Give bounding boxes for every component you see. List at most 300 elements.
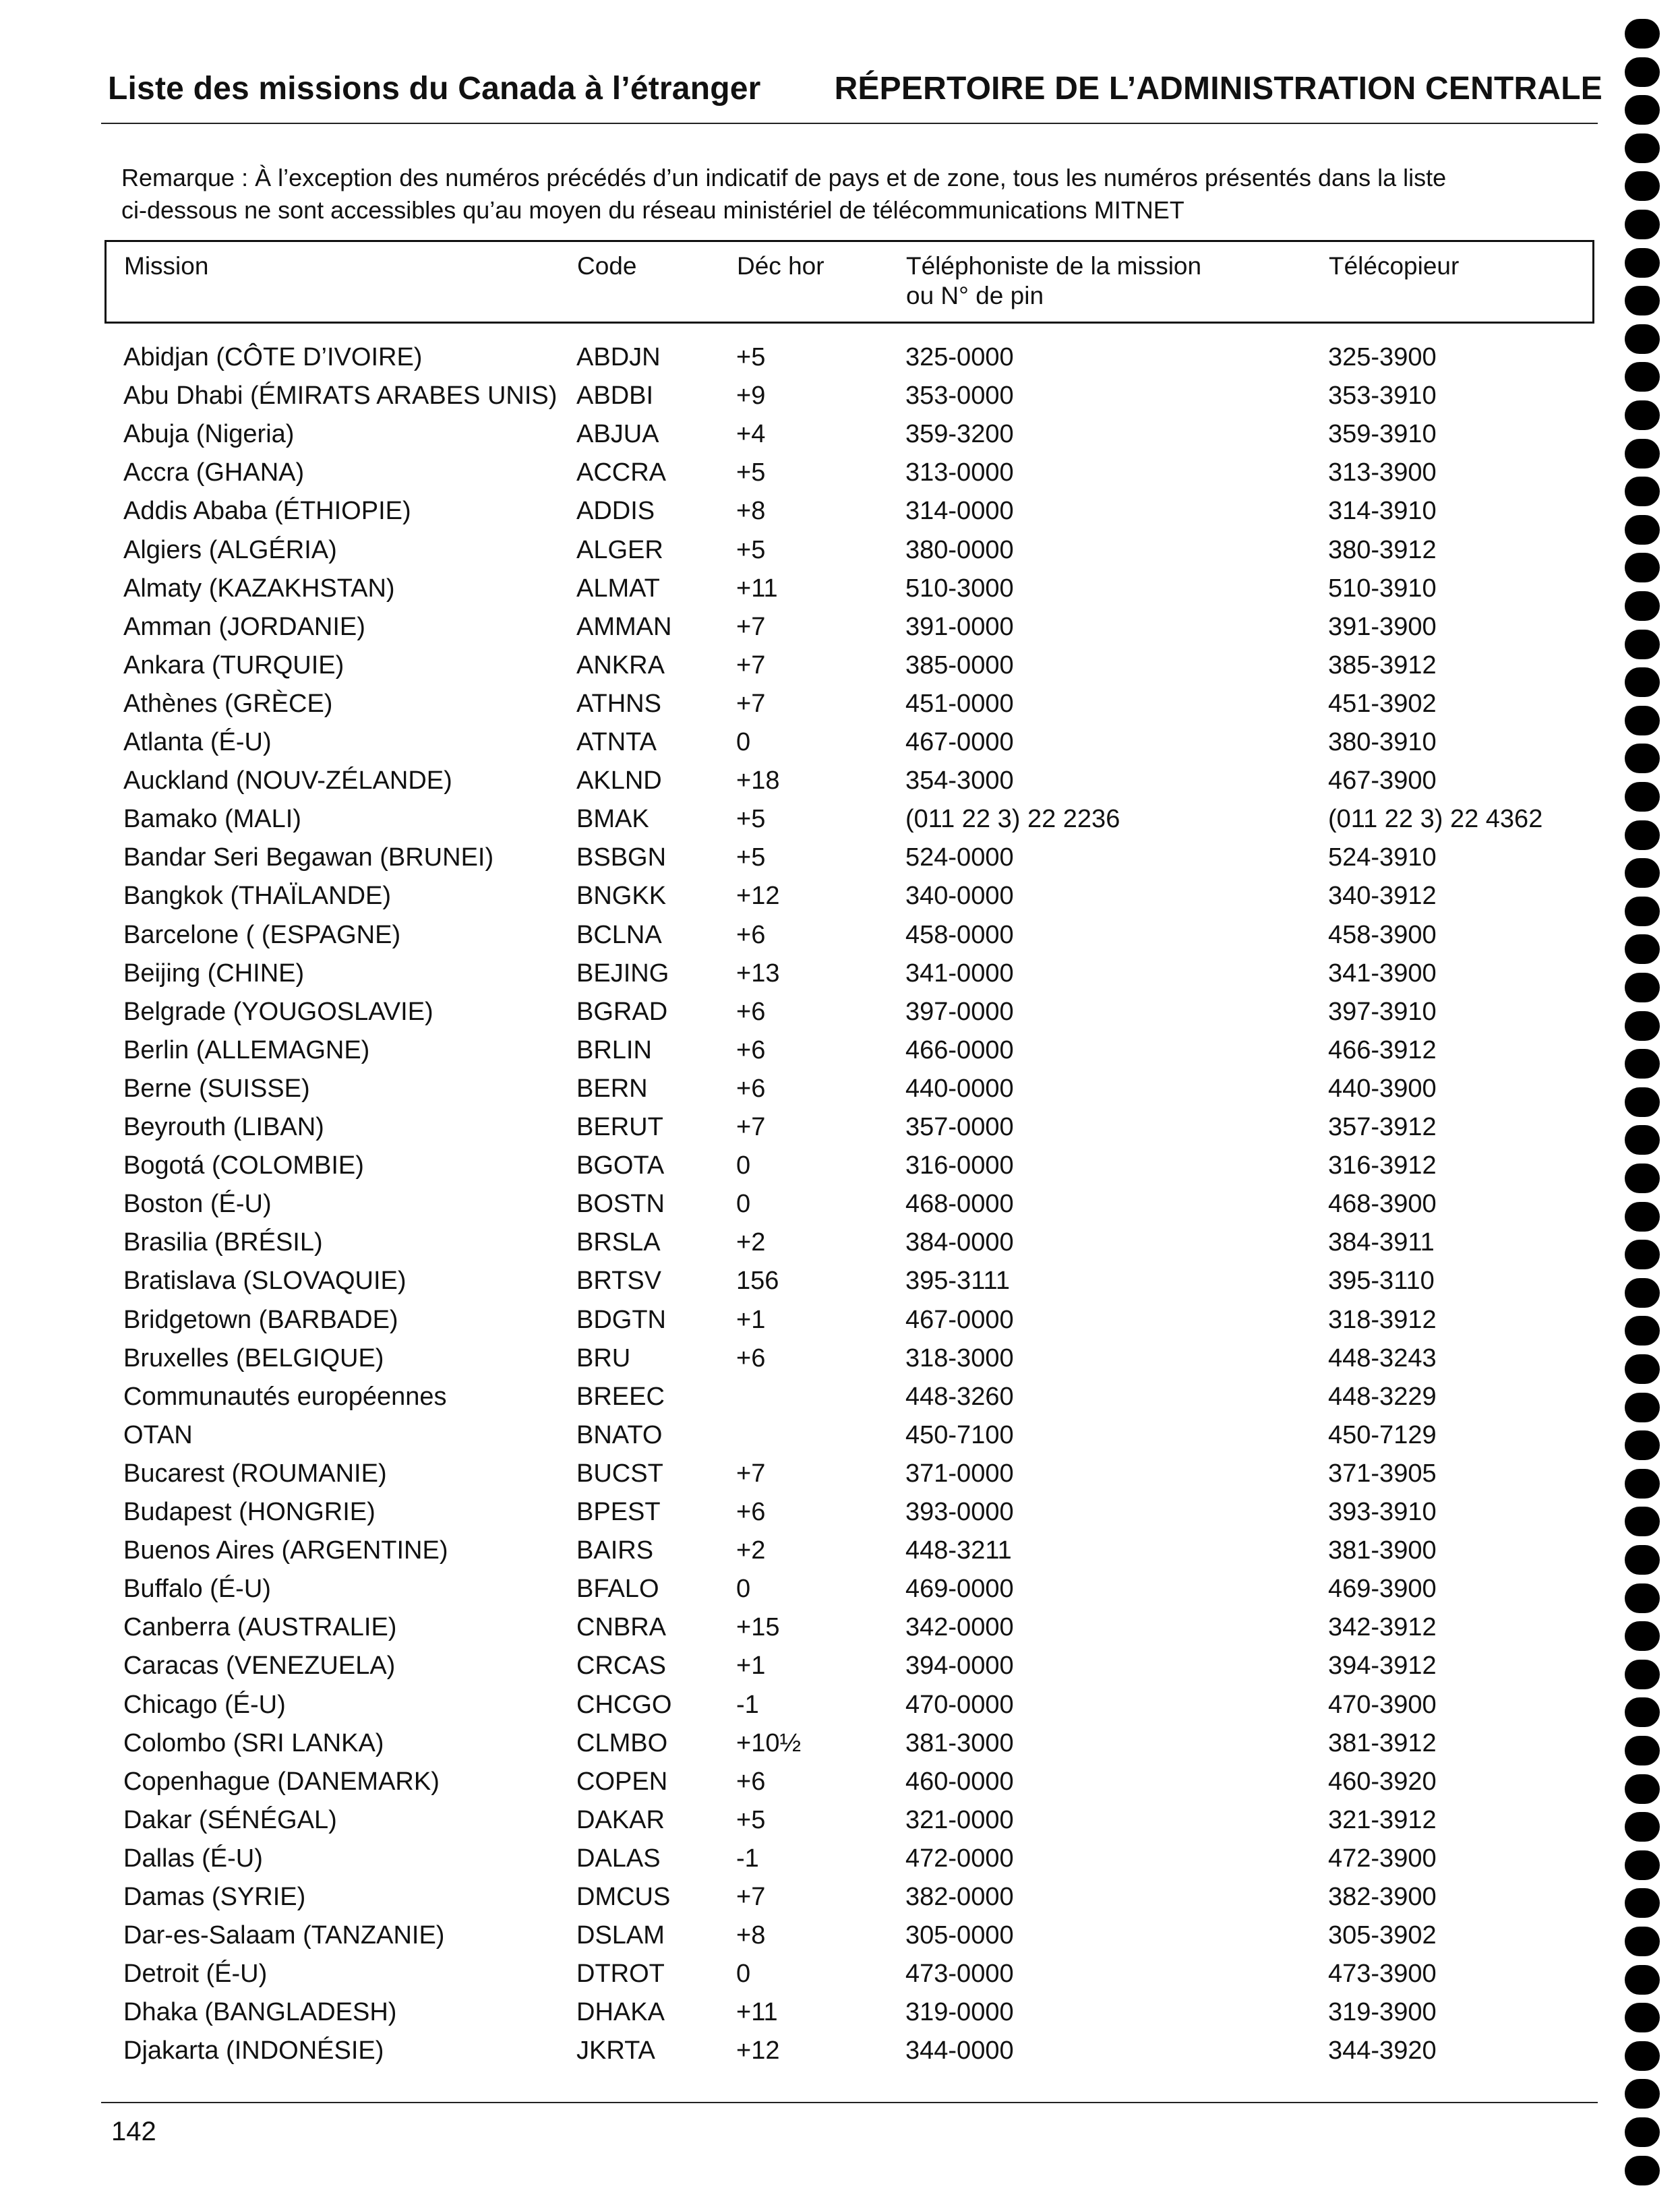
cell-telephoniste: 470-0000 (905, 1690, 1014, 1719)
cell-code: BRTSV (576, 1267, 662, 1296)
table-header (104, 240, 1594, 324)
cell-telephoniste: 458-0000 (905, 920, 1014, 949)
cell-telephoniste: 319-0000 (905, 1998, 1014, 2027)
binder-hole (1625, 1545, 1660, 1575)
cell-code: BREEC (576, 1382, 665, 1411)
cell-telephoniste: 467-0000 (905, 1305, 1014, 1334)
cell-code: ADDIS (576, 497, 655, 526)
cell-mission: Dar-es-Salaam (TANZANIE) (123, 1921, 445, 1950)
table-row (0, 454, 1680, 491)
table-row (0, 1955, 1680, 1993)
cell-dec-hor: +9 (736, 382, 766, 411)
cell-telecopieur: 448-3229 (1328, 1382, 1437, 1411)
cell-dec-hor: +2 (736, 1536, 766, 1565)
binder-hole (1625, 286, 1660, 315)
cell-mission: Almaty (KAZAKHSTAN) (123, 574, 395, 603)
cell-code: BRLIN (576, 1035, 652, 1064)
cell-telephoniste: 468-0000 (905, 1190, 1014, 1219)
cell-mission: Caracas (VENEZUELA) (123, 1652, 396, 1681)
cell-code: CRCAS (576, 1652, 667, 1681)
cell-mission: Bamako (MALI) (123, 805, 301, 834)
table-row (0, 1108, 1680, 1146)
cell-code: DALAS (576, 1844, 661, 1873)
cell-telephoniste: 318-3000 (905, 1343, 1014, 1372)
table-row (0, 1763, 1680, 1801)
cell-telecopieur: 344-3920 (1328, 2036, 1437, 2065)
cell-telephoniste: 524-0000 (905, 843, 1014, 872)
binder-hole (1625, 1316, 1660, 1346)
cell-mission: Dhaka (BANGLADESH) (123, 1998, 397, 2027)
cell-telecopieur: 393-3910 (1328, 1498, 1437, 1526)
cell-telephoniste: 385-0000 (905, 651, 1014, 679)
cell-code: ALMAT (576, 574, 660, 603)
cell-telecopieur: 318-3912 (1328, 1305, 1437, 1334)
cell-mission: Djakarta (INDONÉSIE) (123, 2036, 384, 2065)
cell-telephoniste: 450-7100 (905, 1420, 1014, 1449)
cell-telecopieur: 466-3912 (1328, 1035, 1437, 1064)
note-line-2: ci-dessous ne sont accessibles qu’au moyen du réseau ministériel de télécommunications MITNET (121, 196, 1184, 224)
cell-code: COPEN (576, 1767, 668, 1796)
cell-dec-hor: 0 (736, 1960, 751, 1989)
cell-mission: Buenos Aires (ARGENTINE) (123, 1536, 448, 1565)
cell-code: BMAK (576, 805, 649, 834)
cell-telephoniste: 466-0000 (905, 1035, 1014, 1064)
cell-mission: Auckland (NOUV-ZÉLANDE) (123, 766, 452, 795)
binder-hole (1625, 515, 1660, 545)
cell-telecopieur: 380-3910 (1328, 728, 1437, 756)
cell-dec-hor: 0 (736, 1151, 751, 1180)
cell-code: ALGER (576, 535, 663, 564)
cell-telephoniste: 440-0000 (905, 1074, 1014, 1103)
cell-dec-hor: 0 (736, 728, 751, 756)
table-row (0, 1801, 1680, 1839)
cell-mission: Belgrade (YOUGOSLAVIE) (123, 997, 433, 1026)
binder-hole (1625, 1011, 1660, 1041)
binder-hole (1625, 667, 1660, 697)
table-row (0, 1878, 1680, 1916)
binder-hole (1625, 1125, 1660, 1155)
cell-mission: Ankara (TURQUIE) (123, 651, 344, 679)
cell-telephoniste: 397-0000 (905, 997, 1014, 1026)
cell-dec-hor: +18 (736, 766, 780, 795)
table-row (0, 993, 1680, 1031)
binder-hole (1625, 1393, 1660, 1422)
cell-mission: Dakar (SÉNÉGAL) (123, 1805, 337, 1834)
cell-telecopieur: 342-3912 (1328, 1613, 1437, 1642)
table-row (0, 762, 1680, 799)
cell-mission: Amman (JORDANIE) (123, 612, 365, 641)
header-dec-hor: Déc hor (737, 252, 824, 280)
cell-telecopieur: 321-3912 (1328, 1805, 1437, 1834)
cell-telecopieur: 460-3920 (1328, 1767, 1437, 1796)
cell-telecopieur: 371-3905 (1328, 1459, 1437, 1488)
cell-dec-hor: +6 (736, 1767, 766, 1796)
table-row (0, 723, 1680, 761)
table-row (0, 1455, 1680, 1492)
cell-dec-hor: +7 (736, 689, 766, 718)
binder-hole (1625, 630, 1660, 659)
cell-dec-hor: +6 (736, 1498, 766, 1526)
cell-dec-hor: +10½ (736, 1728, 802, 1757)
cell-dec-hor: +11 (736, 1998, 778, 2027)
cell-dec-hor: +8 (736, 1921, 766, 1950)
binder-hole (1625, 2117, 1660, 2147)
binder-hole (1625, 1774, 1660, 1804)
cell-telecopieur: 340-3912 (1328, 882, 1437, 911)
cell-code: BDGTN (576, 1305, 666, 1334)
cell-telephoniste: 340-0000 (905, 882, 1014, 911)
cell-dec-hor: +6 (736, 1074, 766, 1103)
table-row (0, 1378, 1680, 1416)
header-telecopieur: Télécopieur (1329, 252, 1460, 280)
binder-hole (1625, 744, 1660, 773)
cell-mission: Abuja (Nigeria) (123, 420, 295, 449)
cell-mission: Accra (GHANA) (123, 458, 305, 487)
cell-telephoniste: 354-3000 (905, 766, 1014, 795)
table-row (0, 570, 1680, 607)
cell-mission: Bangkok (THAÏLANDE) (123, 882, 392, 911)
cell-telecopieur: 440-3900 (1328, 1074, 1437, 1103)
cell-mission: Berlin (ALLEMAGNE) (123, 1035, 370, 1064)
binder-hole (1625, 1087, 1660, 1117)
binder-hole (1625, 477, 1660, 506)
header-tel-line-2: ou N° de pin (906, 282, 1044, 309)
table-row (0, 608, 1680, 646)
header-mission: Mission (124, 252, 209, 280)
table-row (0, 839, 1680, 876)
cell-dec-hor: -1 (736, 1844, 759, 1873)
cell-telephoniste: 395-3111 (905, 1267, 1010, 1296)
binder-hole (1625, 1965, 1660, 1995)
cell-telecopieur: (011 22 3) 22 4362 (1328, 805, 1543, 834)
cell-telecopieur: 467-3900 (1328, 766, 1437, 795)
cell-telephoniste: 473-0000 (905, 1960, 1014, 1989)
cell-telecopieur: 397-3910 (1328, 997, 1437, 1026)
table-row (0, 531, 1680, 569)
table-row (0, 1416, 1680, 1454)
cell-code: AMMAN (576, 612, 672, 641)
table-row (0, 1570, 1680, 1608)
cell-dec-hor: +5 (736, 458, 766, 487)
binder-hole (1625, 19, 1660, 49)
table-row (0, 685, 1680, 723)
binder-hole (1625, 1278, 1660, 1308)
table-row (0, 1647, 1680, 1685)
cell-code: ATHNS (576, 689, 661, 718)
cell-telecopieur: 472-3900 (1328, 1844, 1437, 1873)
cell-telephoniste: 344-0000 (905, 2036, 1014, 2065)
cell-dec-hor: 0 (736, 1575, 751, 1604)
binder-hole (1625, 2079, 1660, 2109)
cell-dec-hor: +6 (736, 1343, 766, 1372)
cell-dec-hor: +7 (736, 1113, 766, 1141)
binder-hole (1625, 1164, 1660, 1193)
cell-dec-hor: +11 (736, 574, 778, 603)
note-line-1: Remarque : À l’exception des numéros précédés d’un indicatif de pays et de zone, tous les numéros présentés dans la liste (121, 164, 1447, 191)
cell-mission: Communautés européennes (123, 1382, 447, 1411)
binder-hole (1625, 1660, 1660, 1689)
cell-dec-hor: 0 (736, 1190, 751, 1219)
table-row (0, 415, 1680, 453)
cell-mission: Bucarest (ROUMANIE) (123, 1459, 387, 1488)
header-left-title: Liste des missions du Canada à l’étranger (108, 71, 761, 107)
cell-telephoniste: 357-0000 (905, 1113, 1014, 1141)
cell-telecopieur: 384-3911 (1328, 1228, 1435, 1257)
cell-code: CHCGO (576, 1690, 672, 1719)
cell-code: ABJUA (576, 420, 659, 449)
cell-code: BERN (576, 1074, 648, 1103)
cell-code: BEJING (576, 959, 669, 988)
binder-hole (1625, 133, 1660, 163)
cell-dec-hor: +5 (736, 343, 766, 371)
cell-telecopieur: 357-3912 (1328, 1113, 1437, 1141)
binder-hole (1625, 820, 1660, 850)
binder-holes (1625, 13, 1665, 2198)
binder-hole (1625, 1888, 1660, 1918)
cell-dec-hor: +15 (736, 1613, 780, 1642)
cell-telephoniste: 381-3000 (905, 1728, 1014, 1757)
table-row (0, 1031, 1680, 1069)
binder-hole (1625, 1583, 1660, 1613)
cell-telecopieur: 325-3900 (1328, 343, 1437, 371)
table-row (0, 1185, 1680, 1223)
binder-hole (1625, 1354, 1660, 1384)
binder-hole (1625, 248, 1660, 278)
table-row (0, 800, 1680, 838)
header-right-title: RÉPERTOIRE DE L’ADMINISTRATION CENTRALE (834, 71, 1602, 107)
cell-mission: Boston (É-U) (123, 1190, 272, 1219)
table-row (0, 1262, 1680, 1300)
binder-hole (1625, 400, 1660, 430)
cell-telecopieur: 450-7129 (1328, 1420, 1437, 1449)
cell-code: BGRAD (576, 997, 668, 1026)
table-row (0, 377, 1680, 415)
cell-code: ANKRA (576, 651, 665, 679)
cell-mission: Beyrouth (LIBAN) (123, 1113, 324, 1141)
table-row (0, 1993, 1680, 2031)
table-row (0, 1724, 1680, 1762)
binder-hole (1625, 1240, 1660, 1269)
table-row (0, 1224, 1680, 1261)
binder-hole (1625, 934, 1660, 964)
binder-hole (1625, 973, 1660, 1002)
binder-hole (1625, 706, 1660, 735)
cell-mission: Dallas (É-U) (123, 1844, 263, 1873)
cell-telephoniste: 382-0000 (905, 1883, 1014, 1911)
cell-telephoniste: 314-0000 (905, 497, 1014, 526)
cell-telephoniste: 510-3000 (905, 574, 1014, 603)
cell-telephoniste: 359-3200 (905, 420, 1014, 449)
cell-dec-hor: 156 (736, 1267, 779, 1296)
cell-telephoniste: 313-0000 (905, 458, 1014, 487)
cell-telecopieur: 510-3910 (1328, 574, 1437, 603)
cell-telecopieur: 385-3912 (1328, 651, 1437, 679)
cell-telephoniste: 394-0000 (905, 1652, 1014, 1681)
binder-hole (1625, 782, 1660, 812)
cell-telecopieur: 314-3910 (1328, 497, 1437, 526)
cell-code: BGOTA (576, 1151, 665, 1180)
cell-code: BNGKK (576, 882, 667, 911)
binder-hole (1625, 858, 1660, 888)
cell-code: BRSLA (576, 1228, 661, 1257)
cell-dec-hor: +13 (736, 959, 780, 988)
cell-code: BUCST (576, 1459, 663, 1488)
cell-dec-hor: +5 (736, 535, 766, 564)
cell-telephoniste: 451-0000 (905, 689, 1014, 718)
binder-hole (1625, 1430, 1660, 1460)
binder-hole (1625, 553, 1660, 582)
table-row (0, 1147, 1680, 1184)
cell-telecopieur: 319-3900 (1328, 1998, 1437, 2027)
cell-dec-hor: +6 (736, 1035, 766, 1064)
cell-telephoniste: 384-0000 (905, 1228, 1014, 1257)
cell-mission: Berne (SUISSE) (123, 1074, 310, 1103)
cell-code: DSLAM (576, 1921, 665, 1950)
binder-hole (1625, 1736, 1660, 1765)
table-row (0, 1301, 1680, 1339)
cell-dec-hor: +8 (736, 497, 766, 526)
binder-hole (1625, 2156, 1660, 2185)
cell-telephoniste: 393-0000 (905, 1498, 1014, 1526)
cell-mission: Algiers (ALGÉRIA) (123, 535, 337, 564)
cell-dec-hor: +7 (736, 612, 766, 641)
cell-telecopieur: 381-3912 (1328, 1728, 1437, 1757)
table-row (0, 1493, 1680, 1531)
table-row (0, 877, 1680, 915)
cell-dec-hor: +1 (736, 1652, 766, 1681)
cell-telephoniste: 341-0000 (905, 959, 1014, 988)
binder-hole (1625, 171, 1660, 201)
cell-code: BPEST (576, 1498, 661, 1526)
cell-mission: Bogotá (COLOMBIE) (123, 1151, 364, 1180)
binder-hole (1625, 2003, 1660, 2032)
table-row (0, 955, 1680, 992)
cell-dec-hor: +4 (736, 420, 766, 449)
cell-telephoniste: 321-0000 (905, 1805, 1014, 1834)
binder-hole (1625, 897, 1660, 926)
cell-code: DMCUS (576, 1883, 671, 1911)
cell-telephoniste: 469-0000 (905, 1575, 1014, 1604)
cell-code: ATNTA (576, 728, 657, 756)
header-telephoniste (906, 251, 1201, 311)
cell-telecopieur: 470-3900 (1328, 1690, 1437, 1719)
page-number: 142 (111, 2117, 156, 2146)
cell-code: BERUT (576, 1113, 663, 1141)
cell-mission: Brasilia (BRÉSIL) (123, 1228, 323, 1257)
cell-code: DHAKA (576, 1998, 665, 2027)
binder-hole (1625, 210, 1660, 239)
cell-telecopieur: 469-3900 (1328, 1575, 1437, 1604)
binder-hole (1625, 1621, 1660, 1651)
cell-dec-hor: +7 (736, 1459, 766, 1488)
cell-dec-hor: +2 (736, 1228, 766, 1257)
cell-code: JKRTA (576, 2036, 655, 2065)
cell-telephoniste: 371-0000 (905, 1459, 1014, 1488)
cell-dec-hor: +6 (736, 997, 766, 1026)
binder-hole (1625, 324, 1660, 354)
table-row (0, 1339, 1680, 1377)
cell-telephoniste: 391-0000 (905, 612, 1014, 641)
cell-telephoniste: 325-0000 (905, 343, 1014, 371)
cell-telecopieur: 524-3910 (1328, 843, 1437, 872)
cell-code: BOSTN (576, 1190, 665, 1219)
header-tel-line-1: Téléphoniste de la mission (906, 252, 1202, 280)
cell-mission: Canberra (AUSTRALIE) (123, 1613, 397, 1642)
binder-hole (1625, 591, 1660, 621)
table-row (0, 1916, 1680, 1954)
cell-mission: Buffalo (É-U) (123, 1575, 271, 1604)
cell-telephoniste: 472-0000 (905, 1844, 1014, 1873)
cell-code: AKLND (576, 766, 662, 795)
cell-mission: Bandar Seri Begawan (BRUNEI) (123, 843, 494, 872)
cell-dec-hor: +7 (736, 1883, 766, 1911)
cell-dec-hor: +5 (736, 805, 766, 834)
cell-telecopieur: 305-3902 (1328, 1921, 1437, 1950)
cell-mission: Abu Dhabi (ÉMIRATS ARABES UNIS) (123, 382, 558, 411)
binder-hole (1625, 1507, 1660, 1536)
cell-telecopieur: 451-3902 (1328, 689, 1437, 718)
cell-telecopieur: 341-3900 (1328, 959, 1437, 988)
cell-telecopieur: 381-3900 (1328, 1536, 1437, 1565)
cell-telecopieur: 391-3900 (1328, 612, 1437, 641)
cell-telecopieur: 316-3912 (1328, 1151, 1437, 1180)
cell-dec-hor: +1 (736, 1305, 766, 1334)
cell-code: CNBRA (576, 1613, 667, 1642)
cell-mission: Bridgetown (BARBADE) (123, 1305, 398, 1334)
cell-telecopieur: 359-3910 (1328, 420, 1437, 449)
cell-mission: Budapest (HONGRIE) (123, 1498, 376, 1526)
header-rule (101, 123, 1598, 124)
cell-code: CLMBO (576, 1728, 668, 1757)
cell-telecopieur: 468-3900 (1328, 1190, 1437, 1219)
cell-dec-hor: +12 (736, 882, 780, 911)
cell-code: DTROT (576, 1960, 665, 1989)
cell-mission: Atlanta (É-U) (123, 728, 272, 756)
binder-hole (1625, 1049, 1660, 1079)
cell-code: BNATO (576, 1420, 663, 1449)
cell-dec-hor: -1 (736, 1690, 759, 1719)
binder-hole (1625, 439, 1660, 469)
cell-code: BRU (576, 1343, 631, 1372)
cell-code: ABDJN (576, 343, 661, 371)
cell-mission: Copenhague (DANEMARK) (123, 1767, 440, 1796)
cell-mission: OTAN (123, 1420, 193, 1449)
table-row (0, 916, 1680, 954)
cell-telephoniste: 467-0000 (905, 728, 1014, 756)
cell-code: ACCRA (576, 458, 667, 487)
cell-telephoniste: 448-3260 (905, 1382, 1014, 1411)
cell-code: ABDBI (576, 382, 654, 411)
cell-dec-hor: +12 (736, 2036, 780, 2065)
table-row (0, 646, 1680, 684)
binder-hole (1625, 1850, 1660, 1880)
cell-dec-hor: +5 (736, 1805, 766, 1834)
cell-telecopieur: 395-3110 (1328, 1267, 1435, 1296)
cell-dec-hor: +5 (736, 843, 766, 872)
table-row (0, 1686, 1680, 1724)
cell-mission: Addis Ababa (ÉTHIOPIE) (123, 497, 411, 526)
table-row (0, 2032, 1680, 2070)
cell-mission: Damas (SYRIE) (123, 1883, 306, 1911)
cell-telephoniste: (011 22 3) 22 2236 (905, 805, 1120, 834)
cell-mission: Chicago (É-U) (123, 1690, 286, 1719)
binder-hole (1625, 1812, 1660, 1842)
cell-code: BAIRS (576, 1536, 654, 1565)
footer-rule (101, 2102, 1598, 2103)
table-row (0, 492, 1680, 530)
table-row (0, 1840, 1680, 1877)
cell-telephoniste: 380-0000 (905, 535, 1014, 564)
